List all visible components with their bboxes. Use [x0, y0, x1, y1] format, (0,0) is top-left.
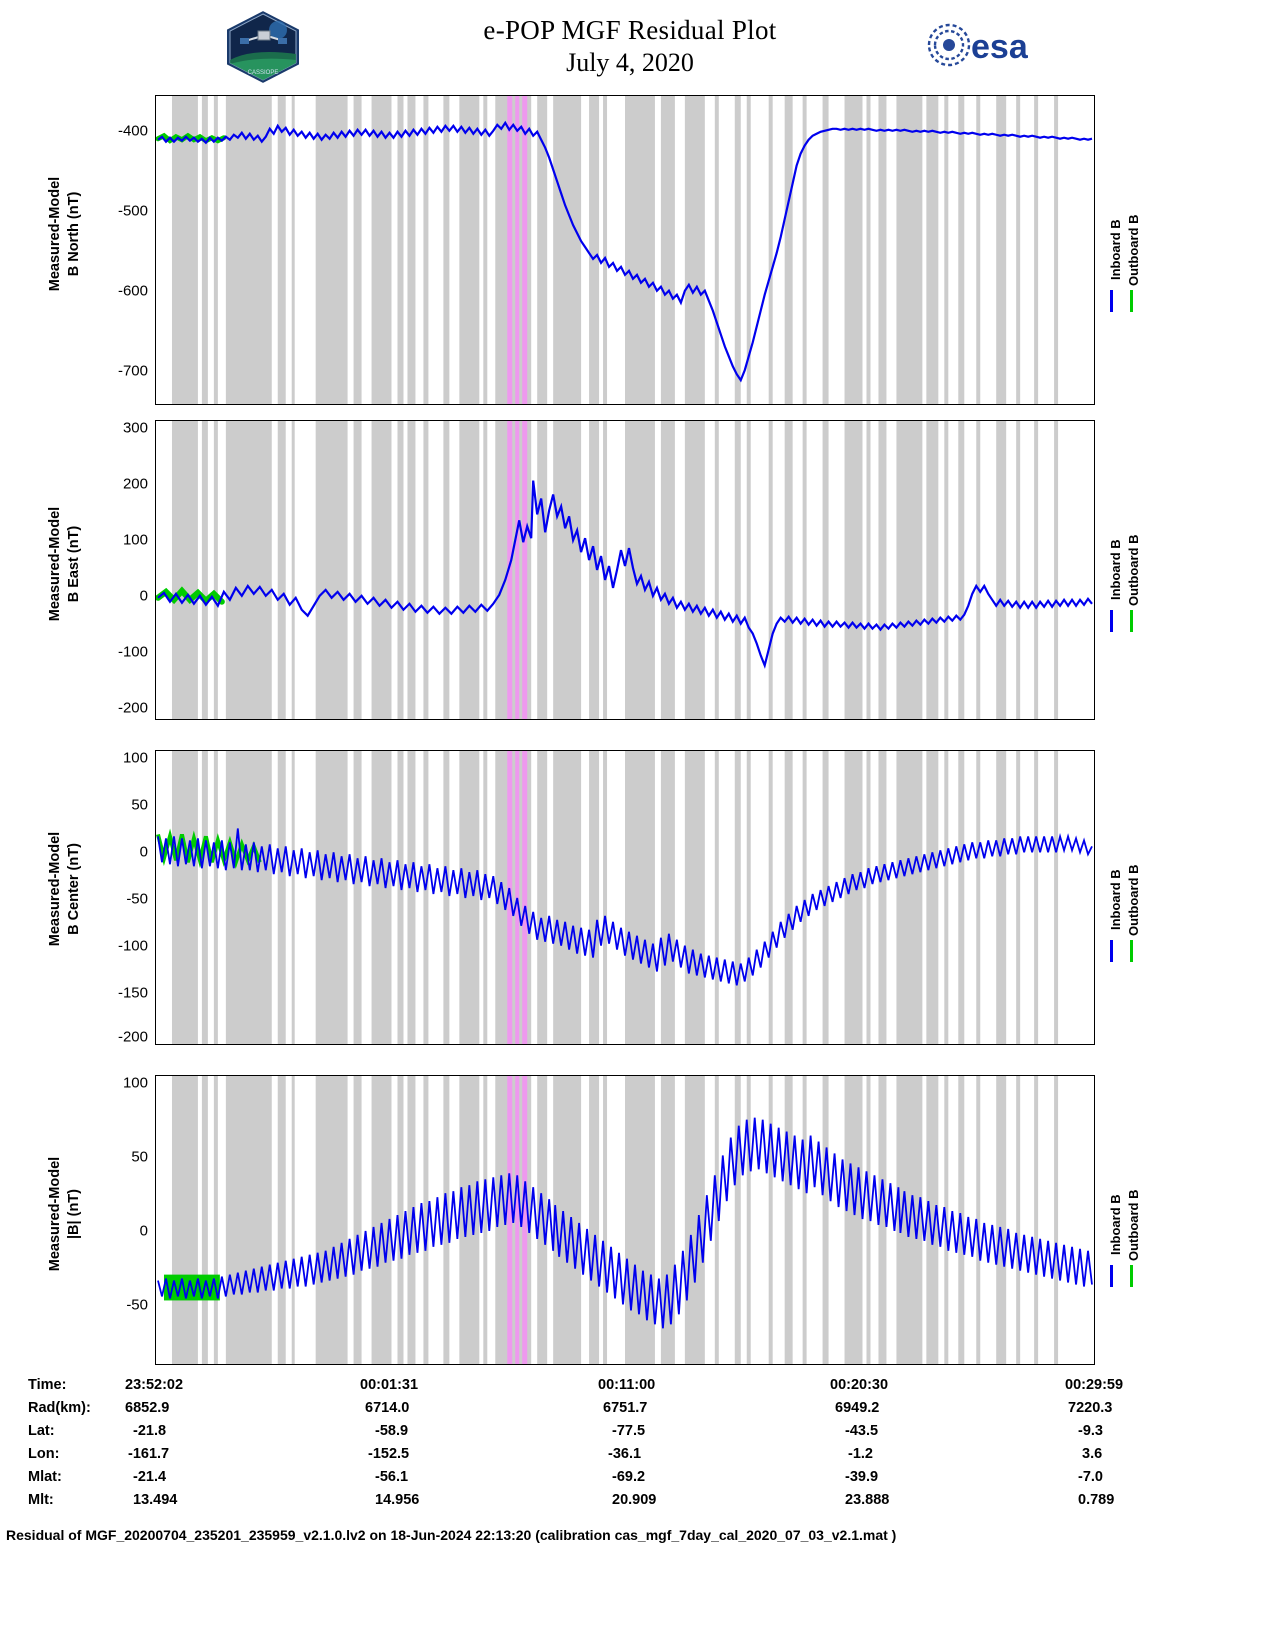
title-main: e-POP MGF Residual Plot — [483, 15, 777, 45]
axis-info-table — [20, 1377, 1255, 1515]
panel4-ylabel: Measured-Model |B| (nT) — [47, 1156, 82, 1272]
row-label-rad: Rad(km): — [28, 1400, 91, 1416]
legend-inboard-label: Inboard B — [1108, 1194, 1123, 1255]
esa-logo-icon — [925, 22, 1040, 68]
panel-b-east — [155, 420, 1095, 720]
table-row-mlat: Mlat: -21.4 -56.1 -69.2 -39.9 -7.0 — [28, 1469, 1103, 1485]
legend-outboard-swatch — [1130, 610, 1133, 632]
legend-outboard-label: Outboard B — [1126, 1189, 1141, 1261]
panel1-legend — [1100, 170, 1220, 340]
panel1-plot — [156, 96, 1094, 404]
table-row-time: Time: 23:52:02 00:01:31 00:11:00 00:20:30 00:29:59 — [28, 1377, 1124, 1393]
legend-inboard-swatch — [1110, 290, 1113, 312]
panel2-yticks: 300 200 100 0 -100 -200 — [117, 419, 148, 717]
legend-outboard-label: Outboard B — [1126, 534, 1141, 606]
panel3-ylabel: Measured-Model B Center (nT) — [47, 831, 82, 947]
panel3-yticks: 100 50 0 -50 -100 -150 -200 — [117, 749, 148, 1046]
panel4-legend — [1100, 1145, 1220, 1315]
panel2-plot — [156, 421, 1094, 719]
cassiope-epop-mission-patch-icon — [222, 8, 304, 86]
panel-b-magnitude — [155, 1075, 1095, 1365]
legend-inboard-swatch — [1110, 1265, 1113, 1287]
panel2-legend — [1100, 490, 1220, 660]
row-label-lat: Lat: — [28, 1423, 55, 1439]
panel1-ylabel: Measured-Model B North (nT) — [47, 176, 82, 292]
row-label-mlat: Mlat: — [28, 1469, 62, 1485]
plot-header — [0, 0, 1275, 92]
legend-inboard-swatch — [1110, 940, 1113, 962]
legend-inboard-label: Inboard B — [1108, 219, 1123, 280]
legend-outboard-label: Outboard B — [1126, 214, 1141, 286]
table-row-rad: Rad(km): 6852.9 6714.0 6751.7 6949.2 7220.3 — [28, 1400, 1113, 1416]
panel4-plot — [156, 1076, 1094, 1364]
legend-inboard-swatch — [1110, 610, 1113, 632]
panel-b-center — [155, 750, 1095, 1045]
panel3-legend — [1100, 820, 1220, 990]
legend-outboard-swatch — [1130, 940, 1133, 962]
legend-outboard-swatch — [1130, 290, 1133, 312]
title-date: July 4, 2020 — [566, 48, 694, 77]
panel3-plot — [156, 751, 1094, 1044]
panel1-yticks: -400 -500 -600 -700 — [117, 122, 148, 380]
legend-outboard-label: Outboard B — [1126, 864, 1141, 936]
row-label-lon: Lon: — [28, 1446, 60, 1462]
panel4-yticks: 100 50 0 -50 — [122, 1074, 148, 1314]
page-title — [330, 14, 930, 79]
footer-caption: Residual of MGF_20200704_235201_235959_v2.1.0.lv2 on 18-Jun-2024 22:13:20 (calibration cas_mgf_7day_cal_2020_07_03_v2.1.mat ) — [6, 1527, 897, 1543]
legend-outboard-swatch — [1130, 1265, 1133, 1287]
row-label-mlt: Mlt: — [28, 1492, 54, 1508]
table-row-lat: Lat: -21.8 -58.9 -77.5 -43.5 -9.3 — [28, 1423, 1103, 1439]
table-row-lon: Lon: -161.7 -152.5 -36.1 -1.2 3.6 — [28, 1446, 1103, 1462]
legend-inboard-label: Inboard B — [1108, 539, 1123, 600]
svg-text:esa: esa — [971, 28, 1028, 66]
panel-b-north — [155, 95, 1095, 405]
svg-text:CASSIOPE: CASSIOPE — [247, 70, 279, 76]
legend-inboard-label: Inboard B — [1108, 869, 1123, 930]
row-label-time: Time: — [28, 1377, 67, 1393]
panel2-ylabel: Measured-Model B East (nT) — [47, 506, 82, 622]
table-row-mlt: Mlt: 13.494 14.956 20.909 23.888 0.789 — [28, 1492, 1115, 1508]
